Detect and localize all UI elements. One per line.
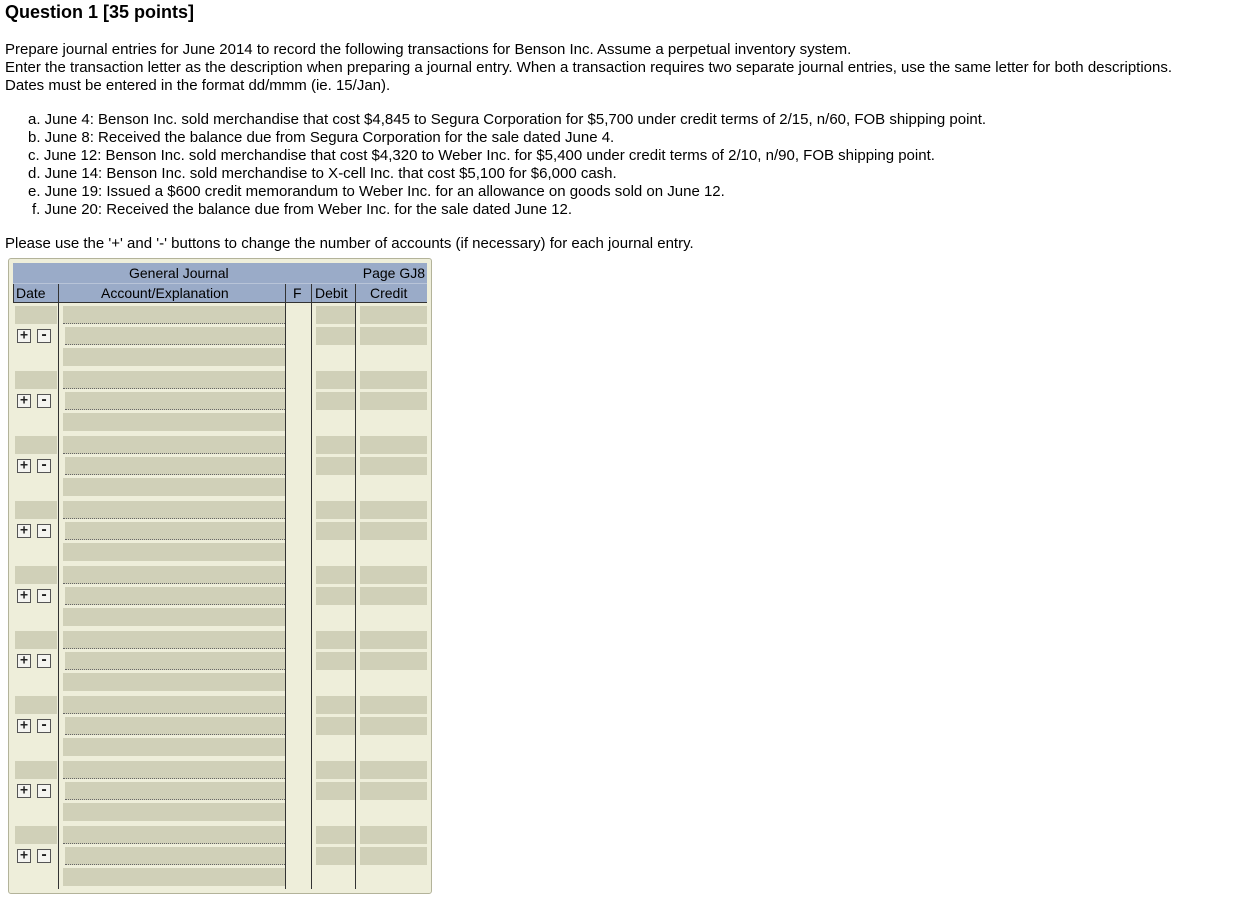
journal-row	[13, 761, 427, 779]
header-divider	[285, 284, 286, 303]
header-divider	[311, 284, 312, 303]
journal-title-bar	[13, 263, 427, 283]
add-account-button[interactable]: +	[17, 719, 31, 733]
account-input[interactable]	[63, 696, 285, 714]
column-header-credit: Credit	[370, 285, 408, 301]
journal-row	[13, 413, 427, 431]
general-journal	[8, 258, 432, 894]
journal-row	[13, 782, 427, 800]
header-divider	[58, 284, 59, 303]
transaction-item: b. June 8: Received the balance due from Segura Corporation for the sale dated June 4.	[28, 129, 615, 146]
date-input[interactable]	[15, 761, 57, 779]
journal-row	[13, 673, 427, 691]
account-input[interactable]	[65, 652, 285, 670]
credit-input[interactable]	[360, 436, 427, 454]
account-input[interactable]	[65, 327, 285, 345]
journal-row	[13, 522, 427, 540]
debit-input[interactable]	[316, 522, 356, 540]
transaction-item: a. June 4: Benson Inc. sold merchandise that cost $4,845 to Segura Corporation for $5,700 under credit terms of 2/15, n/60, FOB shipping point.	[28, 111, 987, 128]
debit-input[interactable]	[316, 761, 356, 779]
credit-input[interactable]	[360, 782, 427, 800]
journal-row	[13, 696, 427, 714]
credit-input[interactable]	[360, 392, 427, 410]
add-account-button[interactable]: +	[17, 524, 31, 538]
journal-page: Page GJ8	[362, 265, 425, 281]
account-input[interactable]	[63, 738, 285, 756]
transaction-item: d. June 14: Benson Inc. sold merchandise to X-cell Inc. that cost $5,100 for $6,000 cash.	[28, 165, 617, 182]
journal-row	[13, 717, 427, 735]
add-account-button[interactable]: +	[17, 394, 31, 408]
transaction-item: c. June 12: Benson Inc. sold merchandise that cost $4,320 to Weber Inc. for $5,400 under credit terms of 2/10, n/90, FOB shipping point.	[28, 147, 935, 164]
debit-input[interactable]	[316, 652, 356, 670]
column-divider	[58, 303, 59, 889]
credit-input[interactable]	[360, 826, 427, 844]
journal-row	[13, 348, 427, 366]
debit-input[interactable]	[316, 436, 356, 454]
account-input[interactable]	[63, 761, 285, 779]
date-input[interactable]	[15, 826, 57, 844]
remove-account-button[interactable]: -	[37, 654, 51, 668]
date-input[interactable]	[15, 501, 57, 519]
remove-account-button[interactable]: -	[37, 849, 51, 863]
remove-account-button[interactable]: -	[37, 394, 51, 408]
account-input[interactable]	[63, 413, 285, 431]
transaction-list	[28, 111, 986, 219]
usage-note: Please use the '+' and '-' buttons to change the number of accounts (if necessary) for each journal entry.	[5, 235, 694, 252]
journal-column-headers	[13, 283, 427, 303]
account-input[interactable]	[63, 868, 285, 886]
instruction-line: Prepare journal entries for June 2014 to record the following transactions for Benson Inc. Assume a perpetual inventory system.	[5, 41, 852, 58]
journal-row	[13, 631, 427, 649]
column-divider	[285, 303, 286, 889]
debit-input[interactable]	[316, 826, 356, 844]
account-input[interactable]	[63, 478, 285, 496]
credit-input[interactable]	[360, 847, 427, 865]
account-input[interactable]	[65, 587, 285, 605]
column-divider	[355, 303, 356, 889]
question-title: Question 1 [35 points]	[5, 2, 195, 22]
column-header-date: Date	[16, 285, 46, 301]
column-header-f: F	[293, 285, 302, 301]
journal-row	[13, 803, 427, 821]
account-input[interactable]	[63, 826, 285, 844]
account-input[interactable]	[63, 608, 285, 626]
transaction-item: e. June 19: Issued a $600 credit memorandum to Weber Inc. for an allowance on goods sold on June 12.	[28, 183, 725, 200]
credit-input[interactable]	[360, 761, 427, 779]
add-account-button[interactable]: +	[17, 459, 31, 473]
account-input[interactable]	[63, 501, 285, 519]
journal-row	[13, 457, 427, 475]
instruction-line: Enter the transaction letter as the description when preparing a journal entry. When a transaction requires two separate journal entries, use the same letter for both descriptions.	[5, 59, 1173, 76]
journal-row	[13, 847, 427, 865]
transaction-item: f. June 20: Received the balance due from Weber Inc. for the sale dated June 12.	[32, 201, 573, 218]
credit-input[interactable]	[360, 587, 427, 605]
journal-row	[13, 652, 427, 670]
journal-row	[13, 392, 427, 410]
column-header-debit: Debit	[315, 285, 348, 301]
column-divider	[311, 303, 312, 889]
journal-row	[13, 478, 427, 496]
header-divider	[355, 284, 356, 303]
date-input[interactable]	[15, 306, 57, 324]
column-header-account: Account/Explanation	[101, 285, 229, 301]
journal-row	[13, 738, 427, 756]
journal-row	[13, 587, 427, 605]
credit-input[interactable]	[360, 501, 427, 519]
account-input[interactable]	[63, 803, 285, 821]
credit-input[interactable]	[360, 652, 427, 670]
debit-input[interactable]	[316, 566, 356, 584]
credit-input[interactable]	[360, 327, 427, 345]
date-input[interactable]	[15, 631, 57, 649]
credit-input[interactable]	[360, 306, 427, 324]
remove-account-button[interactable]: -	[37, 459, 51, 473]
credit-input[interactable]	[360, 371, 427, 389]
date-input[interactable]	[15, 436, 57, 454]
debit-input[interactable]	[316, 782, 356, 800]
journal-row	[13, 501, 427, 519]
journal-row	[13, 327, 427, 345]
remove-account-button[interactable]: -	[37, 329, 51, 343]
journal-row	[13, 306, 427, 324]
credit-input[interactable]	[360, 696, 427, 714]
account-input[interactable]	[63, 543, 285, 561]
instructions	[5, 41, 1172, 95]
account-input[interactable]	[63, 348, 285, 366]
debit-input[interactable]	[316, 306, 356, 324]
debit-input[interactable]	[316, 371, 356, 389]
debit-input[interactable]	[316, 501, 356, 519]
credit-input[interactable]	[360, 566, 427, 584]
debit-input[interactable]	[316, 327, 356, 345]
account-input[interactable]	[65, 392, 285, 410]
credit-input[interactable]	[360, 522, 427, 540]
remove-account-button[interactable]: -	[37, 589, 51, 603]
debit-input[interactable]	[316, 847, 356, 865]
journal-row	[13, 543, 427, 561]
add-account-button[interactable]: +	[17, 329, 31, 343]
date-input[interactable]	[15, 371, 57, 389]
instruction-line: Dates must be entered in the format dd/mmm (ie. 15/Jan).	[5, 77, 391, 94]
account-input[interactable]	[63, 306, 285, 324]
journal-title: General Journal	[129, 265, 229, 281]
remove-account-button[interactable]: -	[37, 719, 51, 733]
journal-row	[13, 826, 427, 844]
journal-row	[13, 371, 427, 389]
add-account-button[interactable]: +	[17, 784, 31, 798]
debit-input[interactable]	[316, 392, 356, 410]
journal-row	[13, 608, 427, 626]
account-input[interactable]	[65, 457, 285, 475]
debit-input[interactable]	[316, 717, 356, 735]
debit-input[interactable]	[316, 587, 356, 605]
account-input[interactable]	[63, 371, 285, 389]
debit-input[interactable]	[316, 457, 356, 475]
credit-input[interactable]	[360, 631, 427, 649]
debit-input[interactable]	[316, 631, 356, 649]
credit-input[interactable]	[360, 457, 427, 475]
account-input[interactable]	[65, 522, 285, 540]
remove-account-button[interactable]: -	[37, 524, 51, 538]
account-input[interactable]	[63, 673, 285, 691]
date-input[interactable]	[15, 566, 57, 584]
add-account-button[interactable]: +	[17, 589, 31, 603]
remove-account-button[interactable]: -	[37, 784, 51, 798]
debit-input[interactable]	[316, 696, 356, 714]
header-divider	[13, 284, 14, 303]
date-input[interactable]	[15, 696, 57, 714]
journal-row	[13, 868, 427, 886]
journal-row	[13, 436, 427, 454]
account-input[interactable]	[65, 782, 285, 800]
journal-row	[13, 566, 427, 584]
credit-input[interactable]	[360, 717, 427, 735]
account-input[interactable]	[65, 717, 285, 735]
account-input[interactable]	[63, 436, 285, 454]
add-account-button[interactable]: +	[17, 849, 31, 863]
account-input[interactable]	[63, 566, 285, 584]
account-input[interactable]	[63, 631, 285, 649]
account-input[interactable]	[65, 847, 285, 865]
add-account-button[interactable]: +	[17, 654, 31, 668]
